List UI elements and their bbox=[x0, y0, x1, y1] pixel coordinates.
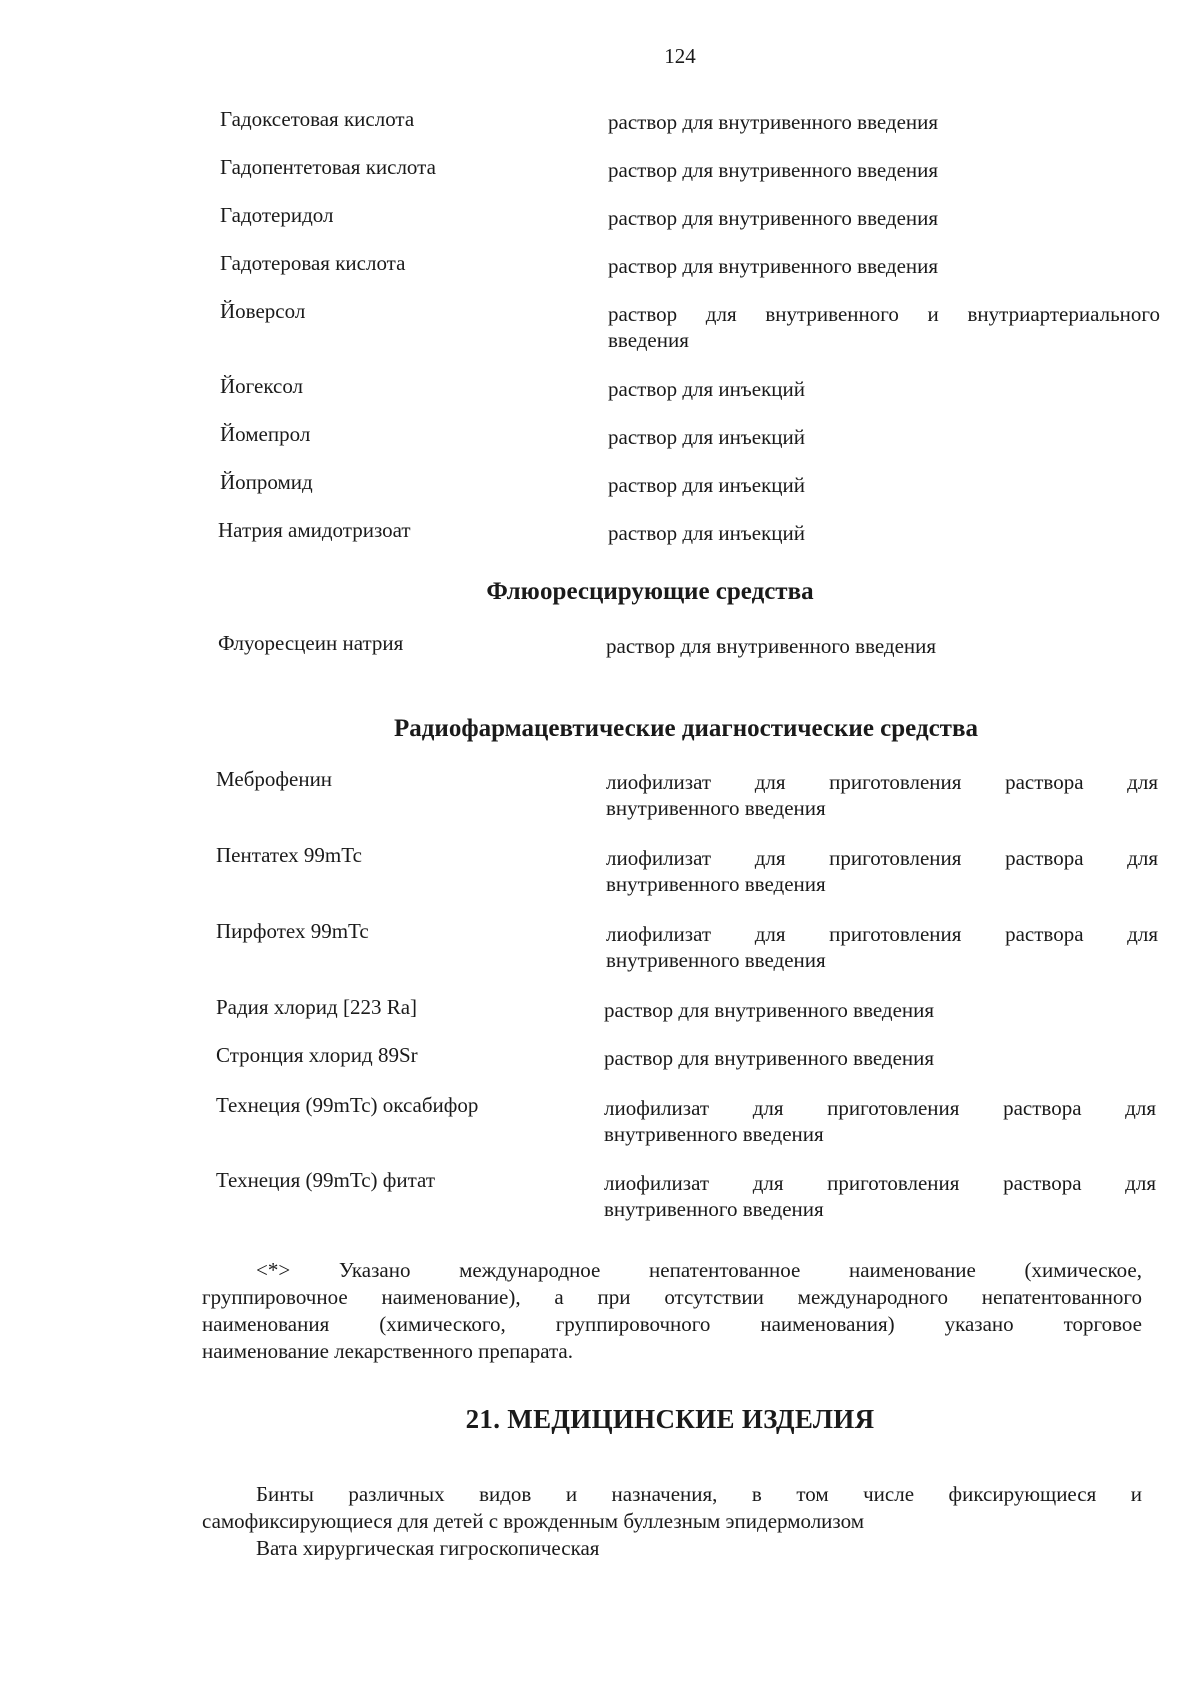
dosage-form: раствор для внутривенного введения bbox=[606, 634, 937, 658]
dosage-form-line2: внутривенного введения bbox=[604, 1197, 824, 1221]
drug-name: Гадотеровая кислота bbox=[220, 251, 406, 275]
dosage-form-line1: лиофилизат для приготовления раствора для bbox=[604, 1171, 1156, 1195]
drug-name: Йомепрол bbox=[220, 422, 311, 446]
dosage-form-line2: внутривенного введения bbox=[606, 796, 826, 820]
dosage-form: раствор для инъекций bbox=[608, 377, 805, 401]
list-item-line: самофиксирующиеся для детей с врожденным буллезным эпидермолизом bbox=[202, 1509, 864, 1533]
dosage-form: раствор для внутривенного введения bbox=[608, 110, 939, 134]
section-title: 21. МЕДИЦИНСКИЕ ИЗДЕЛИЯ bbox=[465, 1404, 875, 1434]
drug-name: Йогексол bbox=[220, 374, 304, 398]
dosage-form-line1: лиофилизат для приготовления раствора для bbox=[606, 770, 1158, 794]
drug-name: Меброфенин bbox=[216, 767, 333, 791]
drug-name: Натрия амидотризоат bbox=[218, 518, 411, 542]
dosage-form: раствор для внутривенного введения bbox=[604, 998, 935, 1022]
drug-name: Пентатех 99mTc bbox=[216, 843, 362, 867]
radiopharm-heading: Радиофармацевтические диагностические средства bbox=[394, 715, 978, 742]
list-item-line: Бинты различных видов и назначения, в том числе фиксирующиеся и bbox=[256, 1482, 1142, 1506]
dosage-form-line1: лиофилизат для приготовления раствора для bbox=[606, 846, 1158, 870]
footnote-line: <*> Указано международное непатентованное наименование (химическое, bbox=[256, 1258, 1142, 1282]
drug-name: Технеция (99mTc) оксабифор bbox=[216, 1093, 479, 1117]
footnote bbox=[202, 1257, 1142, 1365]
dosage-form: раствор для инъекций bbox=[608, 425, 805, 449]
drug-name: Йопромид bbox=[220, 470, 313, 494]
dosage-form bbox=[604, 1095, 1156, 1147]
dosage-form: раствор для внутривенного введения bbox=[604, 1046, 935, 1070]
dosage-form-line2: внутривенного введения bbox=[606, 948, 826, 972]
footnote-line: наименование лекарственного препарата. bbox=[202, 1339, 573, 1363]
dosage-form bbox=[606, 921, 1158, 973]
dosage-form-line2: введения bbox=[608, 328, 689, 352]
drug-name: Пирфотех 99mTc bbox=[216, 919, 369, 943]
dosage-form-line1: лиофилизат для приготовления раствора для bbox=[606, 922, 1158, 946]
device-list bbox=[202, 1481, 1142, 1562]
drug-name: Гадопентетовая кислота bbox=[220, 155, 436, 179]
dosage-form: раствор для инъекций bbox=[608, 473, 805, 497]
drug-name: Гадотеридол bbox=[220, 203, 334, 227]
drug-name: Стронция хлорид 89Sr bbox=[216, 1043, 418, 1067]
drug-name: Флуоресцеин натрия bbox=[218, 631, 404, 655]
dosage-form bbox=[608, 301, 1160, 353]
dosage-form bbox=[606, 769, 1158, 821]
dosage-form: раствор для внутривенного введения bbox=[608, 206, 939, 230]
dosage-form-line1: раствор для внутривенного и внутриартериального bbox=[608, 302, 1160, 326]
footnote-line: группировочное наименование), а при отсутствии международного непатентованного bbox=[202, 1285, 1142, 1309]
dosage-form-line2: внутривенного введения bbox=[604, 1122, 824, 1146]
dosage-form: раствор для внутривенного введения bbox=[608, 254, 939, 278]
page-number: 124 bbox=[664, 44, 696, 68]
dosage-form: раствор для внутривенного введения bbox=[608, 158, 939, 182]
footnote-line: наименования (химического, группировочного наименования) указано торговое bbox=[202, 1312, 1142, 1336]
dosage-form-line2: внутривенного введения bbox=[606, 872, 826, 896]
fluorescent-heading: Флюоресцирующие средства bbox=[486, 578, 814, 605]
drug-name: Технеция (99mTc) фитат bbox=[216, 1168, 436, 1192]
drug-name: Радия хлорид [223 Ra] bbox=[216, 995, 418, 1019]
dosage-form-line1: лиофилизат для приготовления раствора для bbox=[604, 1096, 1156, 1120]
drug-name: Йоверсол bbox=[220, 299, 306, 323]
dosage-form bbox=[606, 845, 1158, 897]
drug-name: Гадоксетовая кислота bbox=[220, 107, 415, 131]
list-item: Вата хирургическая гигроскопическая bbox=[256, 1536, 600, 1560]
dosage-form bbox=[604, 1170, 1156, 1222]
dosage-form: раствор для инъекций bbox=[608, 521, 805, 545]
